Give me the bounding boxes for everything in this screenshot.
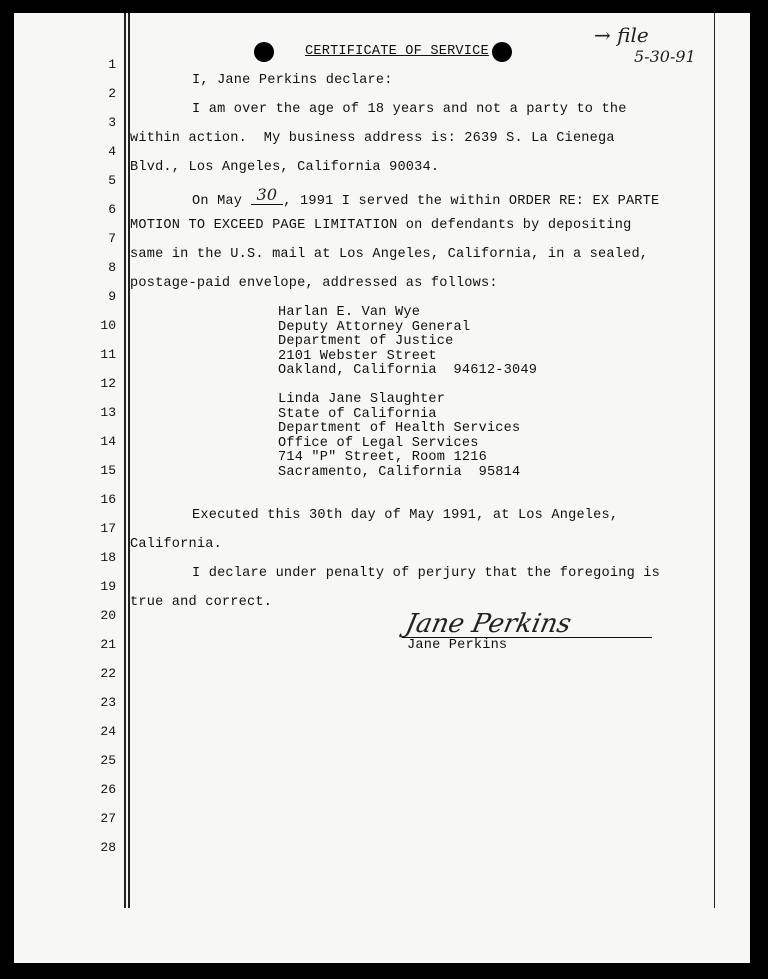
line-number: 17 [100, 521, 116, 536]
line-number: 7 [108, 231, 116, 246]
line-number: 3 [108, 115, 116, 130]
executed-line: Executed this 30th day of May 1991, at Los Angeles, [192, 508, 619, 523]
printed-name: Jane Perkins [407, 638, 508, 653]
line-number: 12 [100, 376, 116, 391]
service-date-prefix: On May [192, 194, 243, 209]
address-line: Sacramento, California 95814 [278, 464, 521, 480]
right-margin-rule [714, 13, 715, 908]
line-number: 15 [100, 463, 116, 478]
address-line: Office of Legal Services [278, 435, 479, 451]
line-number: 22 [100, 666, 116, 681]
line-number: 18 [100, 550, 116, 565]
address-line: Department of Justice [278, 334, 454, 349]
handwritten-date: 5-30-91 [634, 47, 696, 66]
line-number: 23 [100, 695, 116, 710]
punch-hole [492, 42, 512, 62]
line-number: 5 [108, 173, 116, 188]
page-title: CERTIFICATE OF SERVICE [305, 44, 489, 59]
line-number: 24 [100, 724, 116, 739]
handwritten-day: 30 [251, 185, 284, 205]
line-number: 20 [100, 608, 116, 623]
executed-line: California. [130, 537, 222, 552]
line-number: 11 [100, 347, 116, 362]
line-number: 28 [100, 840, 116, 855]
line-number: 1 [108, 57, 116, 72]
address-line: 2101 Webster Street [278, 348, 437, 364]
line-number: 10 [100, 318, 116, 333]
declarant-line: I, Jane Perkins declare: [192, 73, 393, 88]
line-number: 4 [108, 144, 116, 159]
service-date-suffix: , 1991 I served the within ORDER RE: EX PARTE [283, 194, 660, 209]
line-number: 13 [100, 405, 116, 420]
line-number: 19 [100, 579, 116, 594]
document-page [14, 13, 750, 963]
address-line: 714 "P" Street, Room 1216 [278, 450, 487, 465]
signature: Jane Perkins [402, 609, 574, 639]
address-line: Oakland, California 94612-3049 [278, 363, 538, 378]
line-number: 2 [108, 86, 116, 101]
line-number: 6 [108, 202, 116, 217]
punch-hole [254, 42, 274, 62]
handwritten-note: → file [594, 23, 649, 47]
address-line: Department of Health Services [278, 421, 521, 436]
line-number: 9 [108, 289, 116, 304]
line-number: 27 [100, 811, 116, 826]
line-number: 21 [100, 637, 116, 652]
line-number: 16 [100, 492, 116, 507]
line-number: 26 [100, 782, 116, 797]
left-margin-rule-inner [128, 13, 130, 908]
body-line: MOTION TO EXCEED PAGE LIMITATION on defendants by depositing [130, 218, 632, 233]
address-line: Deputy Attorney General [278, 319, 471, 335]
address-line: State of California [278, 406, 437, 422]
line-number: 8 [108, 260, 116, 275]
perjury-line: true and correct. [130, 595, 273, 610]
body-line: I am over the age of 18 years and not a party to the [192, 102, 627, 117]
address-line: Harlan E. Van Wye [278, 305, 421, 320]
left-margin-rule [124, 13, 126, 908]
service-date-line [192, 185, 660, 209]
perjury-line: I declare under penalty of perjury that the foregoing is [192, 566, 661, 581]
body-line: Blvd., Los Angeles, California 90034. [130, 160, 440, 175]
line-number: 25 [100, 753, 116, 768]
body-line: within action. My business address is: 2639 S. La Cienega [130, 131, 615, 146]
body-line: same in the U.S. mail at Los Angeles, California, in a sealed, [130, 247, 649, 262]
body-line: postage-paid envelope, addressed as follows: [130, 276, 498, 291]
address-line: Linda Jane Slaughter [278, 392, 446, 407]
line-number: 14 [100, 434, 116, 449]
